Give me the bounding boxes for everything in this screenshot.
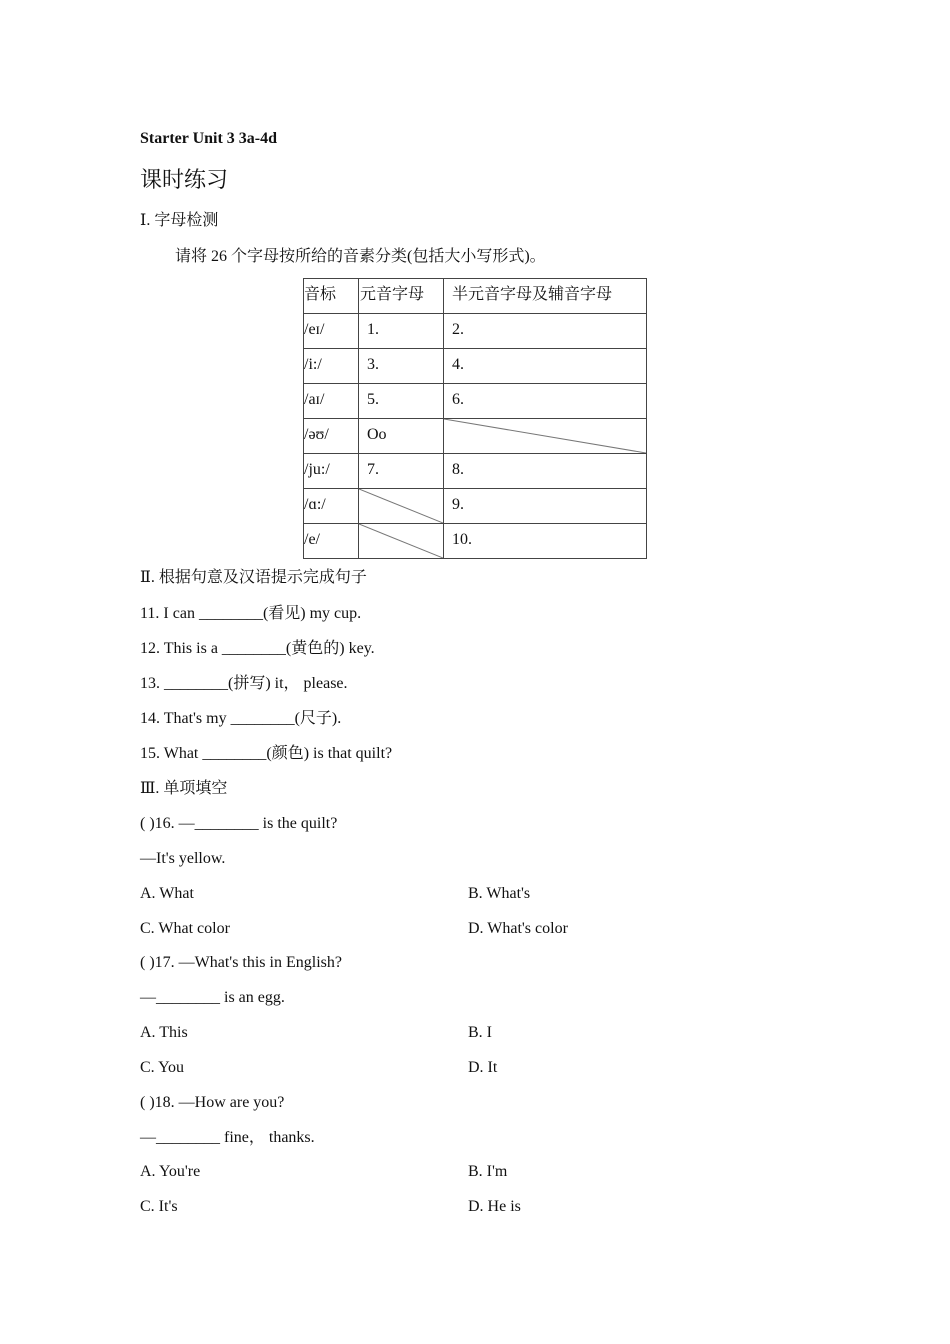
section2-heading: Ⅱ. 根据句意及汉语提示完成句子 <box>140 569 367 586</box>
table-row <box>304 384 647 419</box>
vowel-cell: Oo <box>359 419 444 454</box>
header-cell-vowel: 元音字母 <box>359 279 444 314</box>
option-c: C. It's <box>140 1198 178 1215</box>
diagonal-slash <box>444 419 646 453</box>
unit-title: Starter Unit 3 3a-4d <box>140 130 278 147</box>
fill-in-item: 12. This is a ________(黄色的) key. <box>140 640 375 657</box>
question-stem: ( )16. —________ is the quilt? <box>140 815 338 832</box>
fill-in-item: 15. What ________(颜色) is that quilt? <box>140 745 393 762</box>
fill-in-item: 11. I can ________(看见) my cup. <box>140 605 362 622</box>
consonant-cell-crossed <box>444 419 647 454</box>
diagonal-slash <box>359 524 443 558</box>
option-b: B. I <box>468 1024 492 1041</box>
question-stem: ( )17. —What's this in English? <box>140 954 342 971</box>
question-stem: ( )18. —How are you? <box>140 1094 285 1111</box>
question-reply: —It's yellow. <box>140 850 226 867</box>
table-header-row <box>304 279 647 314</box>
option-d: D. What's color <box>468 920 568 937</box>
table-row <box>304 489 647 524</box>
phoneme-cell: /əʊ/ <box>304 419 359 454</box>
option-b: B. I'm <box>468 1163 508 1180</box>
section1-heading: Ⅰ. 字母检测 <box>140 212 219 229</box>
header-cell-phoneme: 音标 <box>304 279 359 314</box>
vowel-cell: 7. <box>359 454 444 489</box>
vowel-cell-crossed <box>359 489 444 524</box>
consonant-cell: 10. <box>444 524 647 559</box>
page-title: 课时练习 <box>140 168 229 193</box>
fill-in-item: 13. ________(拼写) it， please. <box>140 675 348 692</box>
section1-instruction: 请将 26 个字母按所给的音素分类(包括大小写形式)。 <box>175 248 546 265</box>
table-row <box>304 524 647 559</box>
table-row <box>304 314 647 349</box>
phoneme-cell: /ɑ:/ <box>304 489 359 524</box>
option-d: D. It <box>468 1059 498 1076</box>
table-row <box>304 454 647 489</box>
vowel-cell-crossed <box>359 524 444 559</box>
option-a: A. You're <box>140 1163 201 1180</box>
table-row <box>304 419 647 454</box>
table-row <box>304 349 647 384</box>
section3-heading: Ⅲ. 单项填空 <box>140 780 228 797</box>
option-c: C. What color <box>140 920 230 937</box>
phoneme-cell: /ju:/ <box>304 454 359 489</box>
question-reply: —________ fine， thanks. <box>140 1129 315 1146</box>
phoneme-cell: /aɪ/ <box>304 384 359 419</box>
phoneme-cell: /eɪ/ <box>304 314 359 349</box>
option-d: D. He is <box>468 1198 521 1215</box>
consonant-cell: 2. <box>444 314 647 349</box>
phoneme-table <box>303 278 647 559</box>
fill-in-item: 14. That's my ________(尺子). <box>140 710 342 727</box>
option-b: B. What's <box>468 885 531 902</box>
phoneme-cell: /i:/ <box>304 349 359 384</box>
option-c: C. You <box>140 1059 185 1076</box>
phoneme-cell: /e/ <box>304 524 359 559</box>
option-a: A. This <box>140 1024 188 1041</box>
consonant-cell: 4. <box>444 349 647 384</box>
vowel-cell: 5. <box>359 384 444 419</box>
consonant-cell: 8. <box>444 454 647 489</box>
vowel-cell: 3. <box>359 349 444 384</box>
header-cell-consonant: 半元音字母及辅音字母 <box>444 279 647 314</box>
question-reply: —________ is an egg. <box>140 989 285 1006</box>
vowel-cell: 1. <box>359 314 444 349</box>
option-a: A. What <box>140 885 194 902</box>
consonant-cell: 6. <box>444 384 647 419</box>
consonant-cell: 9. <box>444 489 647 524</box>
diagonal-slash <box>359 489 443 523</box>
